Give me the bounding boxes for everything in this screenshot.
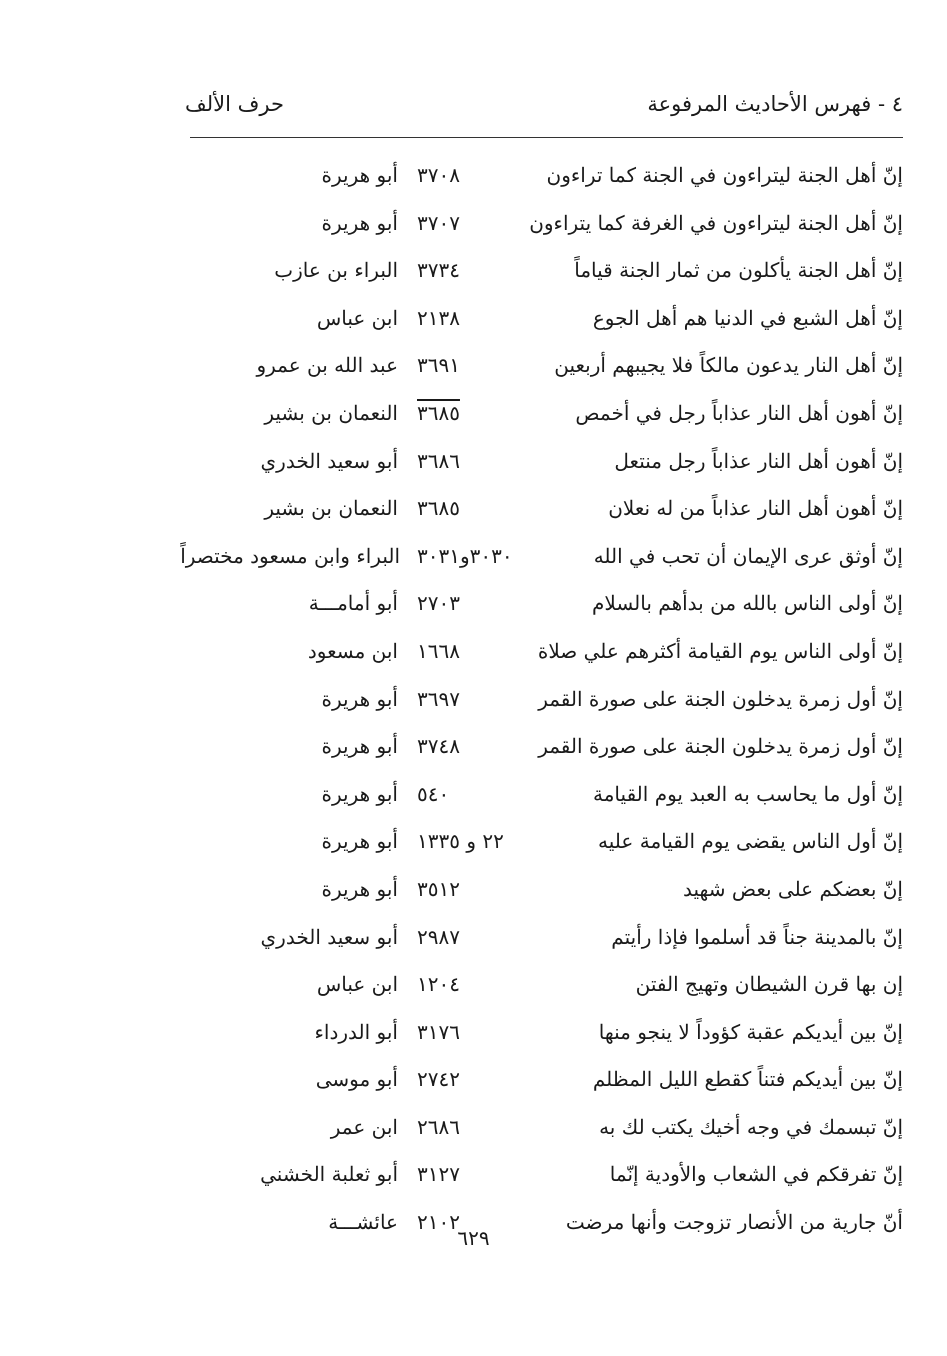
hadith-text: إنّ أهون أهل النار عذاباً رجل في أخمص [575, 400, 903, 425]
list-item [0, 443, 947, 491]
list-item [0, 776, 947, 824]
hadith-text: إنّ أهل الشبع في الدنيا هم أهل الجوع [592, 305, 903, 330]
narrator-name: النعمان بن بشير [264, 496, 398, 521]
narrator-name: أبو هريرة [321, 163, 398, 187]
narrator-name: عائشـــة [328, 1210, 398, 1235]
narrator-name: أبو هريرة [321, 829, 398, 854]
hadith-number: ٣١٧٦ [417, 1019, 460, 1044]
narrator-name: أبو هريرة [321, 781, 398, 806]
hadith-text: إنّ أول زمرة يدخلون الجنة على صورة القمر [538, 686, 903, 711]
hadith-number: ٢١٠٢ [417, 1210, 460, 1235]
hadith-number: ٢٢ و ١٣٣٥ [417, 829, 504, 854]
hadith-text: إنّ أول ما يحاسب به العبد يوم القيامة [593, 781, 903, 806]
hadith-number: ٢١٣٨ [417, 305, 460, 330]
list-item [0, 300, 947, 348]
hadith-number: ٣٧٤٨ [417, 734, 460, 759]
page-number: ٦٢٩ [457, 1226, 490, 1250]
list-item [0, 681, 947, 729]
hadith-number: ٣٦٩٧ [417, 686, 460, 711]
narrator-name: ابن عباس [316, 972, 398, 997]
list-item [0, 871, 947, 919]
hadith-number: ١٢٠٤ [417, 972, 460, 997]
hadith-text: إنّ أول الناس يقضى يوم القيامة عليه [598, 829, 903, 854]
hadith-text: إنّ أهل الجنة ليتراءون في الغرفة كما يتراءون [529, 210, 903, 235]
list-item [0, 966, 947, 1014]
narrator-name: أبو أمامـــة [308, 591, 398, 616]
narrator-name: ابن مسعود [307, 638, 398, 663]
hadith-text: إنّ أهل الجنة ليتراءون في الجنة كما تراءون [546, 163, 903, 187]
narrator-name: ابن عمر [330, 1114, 398, 1139]
hadith-number: ٢٧٤٢ [417, 1067, 460, 1092]
page-header [185, 92, 903, 128]
hadith-number: ٢٧٠٣ [417, 591, 460, 616]
narrator-name: ابن عباس [316, 305, 398, 330]
list-item [0, 585, 947, 633]
list-item [0, 490, 947, 538]
hadith-number: ٣٦٨٥ [417, 400, 460, 425]
list-item [0, 919, 947, 967]
hadith-number: ٣٦٨٦ [417, 448, 460, 473]
narrator-name: البراء وابن مسعود مختصراً [180, 543, 400, 568]
hadith-text: أنّ جارية من الأنصار تزوجت وأنها مرضت [565, 1210, 903, 1235]
header-divider [190, 137, 903, 138]
hadith-number: ٣٦٩١ [417, 353, 460, 378]
hadith-text: إنّ بين أيديكم عقبة كؤوداً لا ينجو منها [598, 1019, 903, 1044]
hadith-text: إنّ بعضكم على بعض شهيد [682, 876, 903, 901]
hadith-text: إنّ أوثق عرى الإيمان أن تحب في الله [593, 543, 903, 568]
list-item [0, 205, 947, 253]
hadith-number: ١٦٦٨ [417, 638, 460, 663]
hadith-number: ٣٠٣٠و٣٠٣١ [417, 543, 513, 568]
hadith-number: ٣١٢٧ [417, 1162, 460, 1187]
hadith-number: ٣٧٣٤ [417, 258, 460, 283]
hadith-text: إنّ أولى الناس بالله من بدأهم بالسلام [592, 591, 903, 616]
hadith-number: ٢٩٨٧ [417, 924, 460, 949]
list-item [0, 538, 947, 586]
hadith-text: إنّ تبسمك في وجه أخيك يكتب لك به [599, 1114, 903, 1139]
hadith-text: إنّ بين أيديكم فتناً كقطع الليل المظلم [592, 1067, 903, 1092]
list-item [0, 823, 947, 871]
narrator-name: أبو موسى [315, 1067, 398, 1092]
list-item [0, 1061, 947, 1109]
list-item [0, 347, 947, 395]
narrator-name: النعمان بن بشير [264, 400, 398, 425]
narrator-name: أبو الدرداء [314, 1019, 398, 1044]
list-item [0, 1014, 947, 1062]
letter-title: حرف الألف [185, 92, 284, 116]
hadith-number: ٣٧٠٨ [417, 163, 460, 187]
list-item [0, 728, 947, 776]
hadith-number: ٥٤٠ [417, 781, 450, 806]
narrator-name: أبو هريرة [321, 210, 398, 235]
hadith-number: ٣٥١٢ [417, 876, 460, 901]
hadith-number: ٢٦٨٦ [417, 1114, 460, 1139]
narrator-name: أبو هريرة [321, 686, 398, 711]
hadith-number: ٣٦٨٥ [417, 496, 460, 521]
hadith-number: ٣٧٠٧ [417, 210, 460, 235]
list-item [0, 252, 947, 300]
hadith-text: إنّ تفرقكم في الشعاب والأودية إنّما [609, 1162, 903, 1187]
list-item [0, 395, 947, 443]
hadith-text: إنّ أهون أهل النار عذاباً من له نعلان [608, 496, 903, 521]
list-item [0, 1109, 947, 1157]
narrator-name: عبد الله بن عمرو [256, 353, 398, 378]
list-item [0, 1156, 947, 1204]
narrator-name: البراء بن عازب [274, 258, 398, 283]
hadith-text: إنّ أهل النار يدعون مالكاً فلا يجيبهم أربعين [554, 353, 903, 378]
list-item [0, 633, 947, 681]
section-title: ٤ - فهرس الأحاديث المرفوعة [647, 92, 903, 116]
hadith-text: إن بها قرن الشيطان وتهيج الفتن [635, 972, 903, 997]
narrator-name: أبو سعيد الخدري [260, 924, 398, 949]
hadith-text: إنّ أهون أهل النار عذاباً رجل منتعل [614, 448, 903, 473]
hadith-text: إنّ بالمدينة جناً قد أسلموا فإذا رأيتم [611, 924, 903, 949]
hadith-text: إنّ أولى الناس يوم القيامة أكثرهم علي صلاة [537, 638, 903, 663]
hadith-text: إنّ أول زمرة يدخلون الجنة على صورة القمر [538, 734, 903, 759]
narrator-name: أبو هريرة [321, 876, 398, 901]
narrator-name: أبو سعيد الخدري [260, 448, 398, 473]
hadith-index-list [0, 157, 947, 1252]
narrator-name: أبو ثعلبة الخشني [260, 1162, 398, 1187]
narrator-name: أبو هريرة [321, 734, 398, 759]
hadith-text: إنّ أهل الجنة يأكلون من ثمار الجنة قياماً [574, 258, 903, 283]
list-item [0, 157, 947, 205]
